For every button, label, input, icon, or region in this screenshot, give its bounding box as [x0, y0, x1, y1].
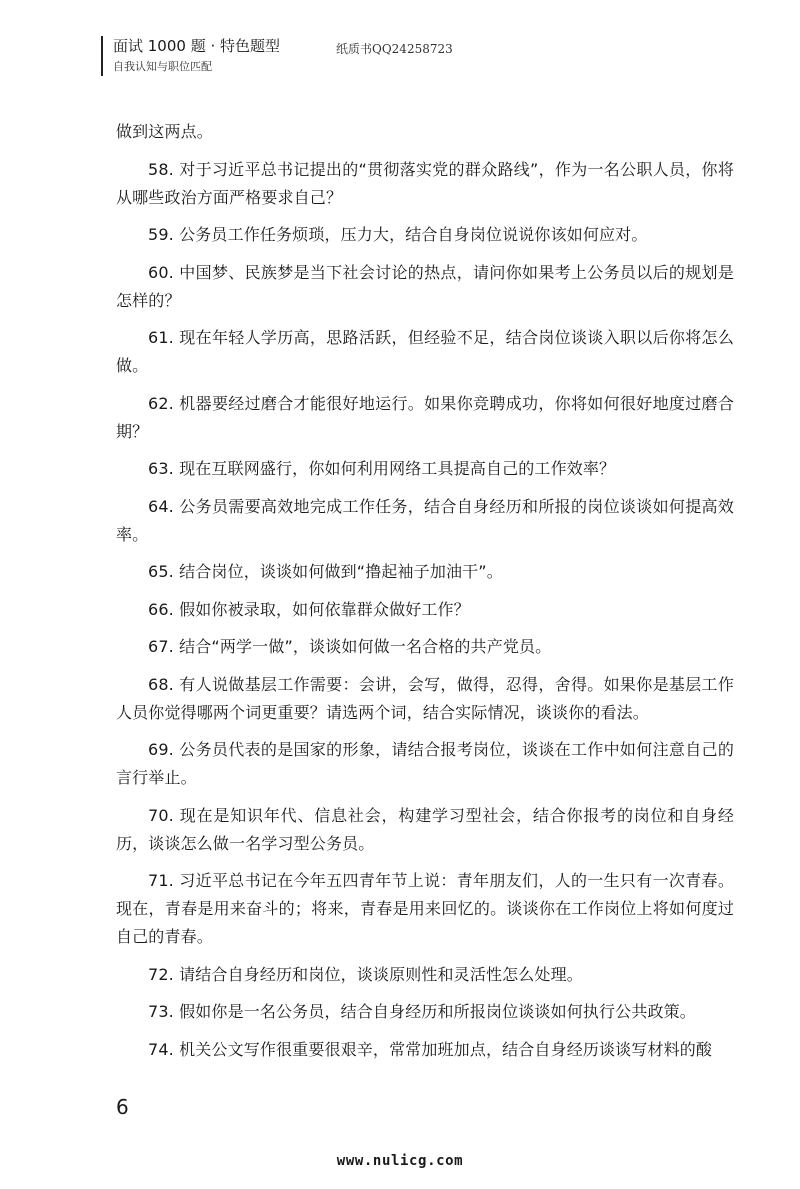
question-60: 60. 中国梦、民族梦是当下社会讨论的热点，请问你如果考上公务员以后的规划是怎样的？	[116, 262, 734, 310]
page-header	[0, 0, 800, 90]
bottom-watermark: www.nulicg.com	[336, 1153, 464, 1169]
question-68: 68. 有人说做基层工作需要：会讲，会写，做得，忍得，舍得。如果你是基层工作人员你觉得哪两个词更重要？请选两个词，结合实际情况，谈谈你的看法。	[116, 674, 734, 722]
question-list	[116, 118, 734, 1081]
question-74: 74. 机关公文写作很重要很艰辛，常常加班加点，结合自身经历谈谈写材料的酸	[148, 1039, 713, 1059]
header-divider	[101, 36, 103, 76]
question-65: 65. 结合岗位，谈谈如何做到“撸起袖子加油干”。	[148, 562, 503, 581]
question-66: 66. 假如你被录取，如何依靠群众做好工作？	[148, 599, 470, 619]
page-number: 6	[116, 1095, 129, 1119]
question-62: 62. 机器要经过磨合才能很好地运行。如果你竞聘成功，你将如何很好地度过磨合期？	[116, 393, 734, 441]
top-watermark: 纸质书QQ24258723	[336, 42, 453, 56]
question-64: 64. 公务员需要高效地完成工作任务，结合自身经历和所报的岗位谈谈如何提高效率。	[116, 496, 734, 544]
paragraph-continuation: 做到这两点。	[116, 122, 213, 141]
question-61: 61. 现在年轻人学历高，思路活跃，但经验不足，结合岗位谈谈入职以后你将怎么做。	[116, 328, 734, 375]
question-69: 69. 公务员代表的是国家的形象，请结合报考岗位，谈谈在工作中如何注意自己的言行举止。	[116, 740, 734, 787]
question-58: 58. 对于习近平总书记提出的“贯彻落实党的群众路线”，作为一名公职人员，你将从哪些政治方面严格要求自己？	[116, 159, 734, 207]
question-67: 67. 结合“两学一做”，谈谈如何做一名合格的共产党员。	[148, 637, 552, 656]
question-71: 71. 习近平总书记在今年五四青年节上说：青年朋友们，人的一生只有一次青春。现在，青春是用来奋斗的；将来，青春是用来回忆的。谈谈你在工作岗位上将如何度过自己的青春。	[116, 871, 734, 946]
question-63: 63. 现在互联网盛行，你如何利用网络工具提高自己的工作效率？	[148, 459, 616, 478]
question-73: 73. 假如你是一名公务员，结合自身经历和所报岗位谈谈如何执行公共政策。	[148, 1002, 696, 1021]
question-72: 72. 请结合自身经历和岗位，谈谈原则性和灵活性怎么处理。	[148, 964, 583, 984]
book-title: 面试 1000 题 · 特色题型	[113, 37, 281, 55]
chapter-subtitle: 自我认知与职位匹配	[113, 60, 212, 73]
question-59: 59. 公务员工作任务烦琐，压力大，结合自身岗位说说你该如何应对。	[148, 225, 648, 244]
question-70: 70. 现在是知识年代、信息社会，构建学习型社会，结合你报考的岗位和自身经历，谈谈怎么做一名学习型公务员。	[116, 805, 734, 853]
